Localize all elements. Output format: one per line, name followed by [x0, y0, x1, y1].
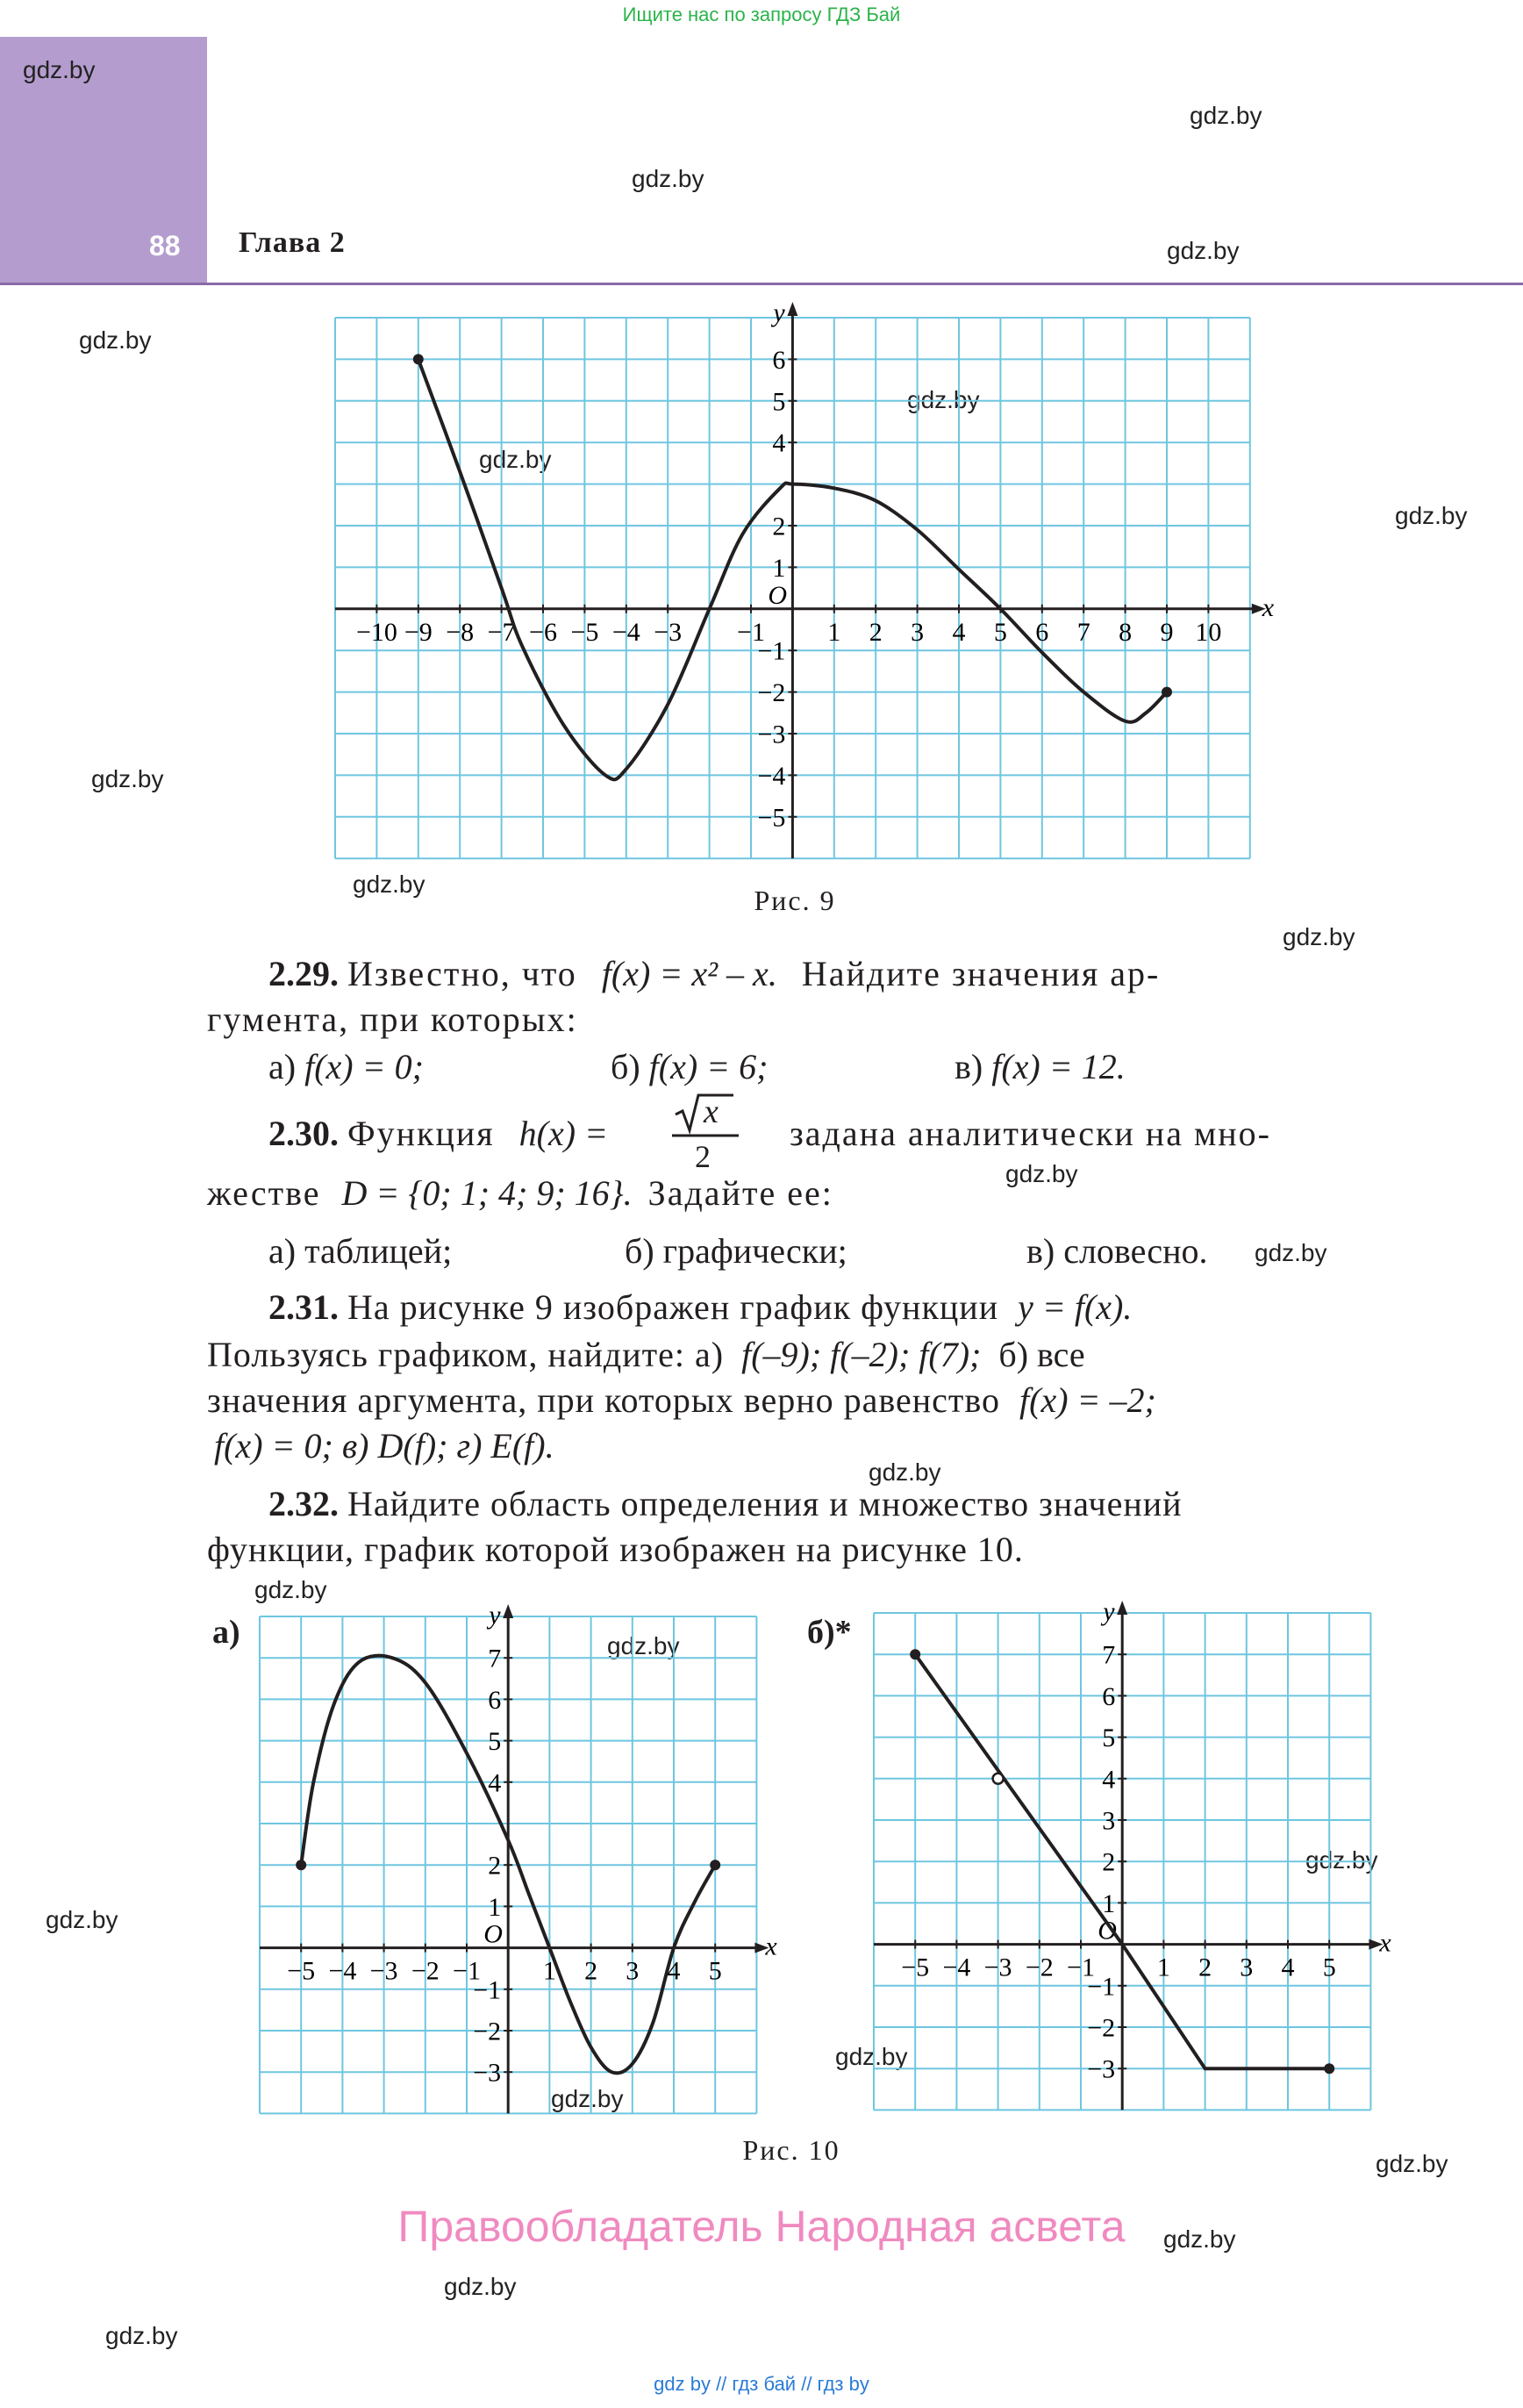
- y-tick-label: 6: [1102, 1681, 1116, 1711]
- y-tick-label: −1: [473, 1975, 502, 2005]
- x-tick-label: −5: [287, 1956, 316, 1986]
- y-tick-label: 3: [1102, 1806, 1116, 1836]
- watermark: gdz.by: [1163, 2225, 1236, 2253]
- watermark: gdz.by: [46, 1906, 118, 1933]
- task-230-line1: [268, 1111, 608, 1157]
- watermark: gdz.by: [1376, 2150, 1448, 2177]
- y-tick-label: 4: [772, 428, 786, 458]
- y-tick-label: 5: [488, 1727, 502, 1757]
- x-tick-label: 1: [827, 617, 841, 647]
- x-tick-label: −4: [611, 617, 640, 647]
- watermark: gdz.by: [91, 765, 164, 792]
- watermark: gdz.by: [444, 2273, 517, 2300]
- watermark: gdz.by: [835, 2043, 908, 2070]
- y-tick-label: 6: [488, 1685, 502, 1715]
- x-tick-label: −3: [369, 1956, 398, 1986]
- x-tick-label: 7: [1076, 617, 1090, 647]
- watermark: gdz.by: [632, 165, 704, 192]
- x-tick-label: 4: [952, 617, 966, 647]
- x-tick-label: 3: [911, 617, 925, 647]
- task-230-option-b: б) графически;: [625, 1231, 847, 1271]
- watermark: gdz.by: [1255, 1239, 1327, 1266]
- watermark: gdz.by: [23, 56, 96, 83]
- y-axis-arrow: [1117, 1601, 1127, 1615]
- task-text: значения аргумента, при которых верно равенство: [207, 1380, 1001, 1420]
- x-tick-label: −2: [411, 1956, 440, 1986]
- y-axis-arrow: [503, 1604, 513, 1618]
- watermark: gdz.by: [551, 2085, 624, 2112]
- figure-10b-graph: [869, 1597, 1391, 2115]
- task-231-line4: f(x) = 0; в) D(f); г) E(f).: [214, 1426, 554, 1466]
- watermark: gdz.by: [1283, 923, 1355, 950]
- top-banner: Ищите нас по запросу ГДЗ Бай: [622, 4, 901, 25]
- y-axis-arrow: [787, 302, 797, 316]
- task-230-line2: [207, 1171, 833, 1216]
- task-230-option-a: а) таблицей;: [268, 1231, 453, 1271]
- option-label: а): [268, 1047, 297, 1086]
- math-expression: f(–9); f(–2); f(7);: [741, 1335, 982, 1374]
- watermark: gdz.by: [353, 871, 425, 898]
- math-expression: f(x) = 6;: [648, 1047, 769, 1086]
- endpoint-dot: [1324, 2063, 1334, 2074]
- endpoint-dot: [910, 1649, 920, 1659]
- watermark: gdz.by: [254, 1576, 327, 1603]
- origin-label: O: [483, 1919, 503, 1949]
- watermark: gdz.by: [1305, 1846, 1378, 1874]
- x-tick-label: 3: [1240, 1953, 1254, 1982]
- figure-10a-graph: [254, 1601, 777, 2115]
- endpoint-dot: [1162, 687, 1172, 698]
- chapter-title: Глава 2: [239, 226, 346, 259]
- watermark: gdz.by: [105, 2322, 178, 2349]
- task-text: Найдите значения ар-: [801, 954, 1161, 993]
- x-tick-label: −4: [942, 1953, 971, 1982]
- x-tick-label: 5: [1322, 1953, 1336, 1982]
- watermark: gdz.by: [907, 386, 980, 413]
- y-tick-label: −5: [757, 803, 786, 833]
- x-tick-label: −10: [355, 617, 397, 647]
- y-tick-label: −3: [1087, 2054, 1116, 2084]
- sqrt-radicand: x: [704, 1093, 719, 1130]
- x-tick-label: −2: [1025, 1953, 1054, 1982]
- task-text: Функция: [347, 1114, 495, 1153]
- task-231-line2: [207, 1332, 1085, 1378]
- task-number: 2.32.: [268, 1484, 339, 1523]
- figure-10-caption: Рис. 10: [742, 2134, 840, 2166]
- y-tick-label: 4: [1102, 1765, 1116, 1795]
- footer-links[interactable]: gdz by // гдз бай // гдз by: [654, 2373, 869, 2395]
- x-tick-label: −5: [570, 617, 599, 647]
- math-expression: f(x) = 0;: [304, 1047, 424, 1086]
- y-tick-label: 2: [488, 1851, 502, 1881]
- x-tick-label: −1: [737, 617, 765, 647]
- fraction-denominator: 2: [695, 1139, 711, 1174]
- x-tick-label: 9: [1160, 617, 1174, 647]
- x-tick-label: −4: [328, 1956, 357, 1986]
- x-tick-label: −1: [1067, 1953, 1095, 1982]
- task-number: 2.30.: [268, 1114, 339, 1153]
- x-tick-label: 1: [1156, 1953, 1170, 1982]
- y-axis-label: y: [489, 1601, 501, 1630]
- y-axis-label: y: [1103, 1597, 1115, 1626]
- task-230-option-c: в) словесно.: [1026, 1231, 1208, 1271]
- y-tick-label: 5: [1102, 1724, 1116, 1753]
- task-232-line2: функции, график которой изображен на рисунке 10.: [207, 1530, 1024, 1569]
- hollow-point: [993, 1774, 1004, 1784]
- y-tick-label: 7: [488, 1644, 502, 1673]
- math-expression: f(x) = –2;: [1019, 1380, 1156, 1420]
- x-axis-label: x: [1379, 1928, 1391, 1958]
- x-tick-label: −7: [487, 617, 516, 647]
- task-230-line1-rest: задана аналитически на мно-: [790, 1114, 1271, 1153]
- task-number: 2.31.: [268, 1287, 339, 1327]
- watermark: gdz.by: [1005, 1160, 1078, 1187]
- task-232-line1: [268, 1481, 1183, 1527]
- y-tick-label: 5: [772, 387, 786, 417]
- watermark: gdz.by: [479, 446, 552, 473]
- task-229-line2: гумента, при которых:: [207, 1000, 578, 1039]
- task-text: б) все: [998, 1335, 1085, 1374]
- origin-label: O: [1098, 1916, 1117, 1946]
- y-tick-label: 4: [488, 1768, 502, 1798]
- y-tick-label: 1: [488, 1892, 502, 1922]
- y-tick-label: −1: [1087, 1972, 1116, 2002]
- figure-10b-label: б)*: [807, 1614, 852, 1651]
- watermark: gdz.by: [1395, 502, 1468, 529]
- task-number: 2.29.: [268, 954, 339, 993]
- task-229-line1: [268, 951, 1160, 997]
- page-number: 88: [149, 230, 181, 262]
- y-tick-label: −2: [1087, 2013, 1116, 2043]
- x-tick-label: 4: [667, 1956, 681, 1986]
- math-expression: D = {0; 1; 4; 9; 16}.: [341, 1173, 633, 1213]
- x-tick-label: 2: [584, 1956, 598, 1986]
- watermark: gdz.by: [869, 1458, 941, 1486]
- x-tick-label: 2: [869, 617, 883, 647]
- task-text: Пользуясь графиком, найдите: а): [207, 1335, 725, 1374]
- x-axis-label: x: [1262, 592, 1275, 622]
- y-tick-label: −3: [757, 720, 786, 749]
- x-tick-label: −3: [654, 617, 683, 647]
- task-text: Найдите область определения и множество значений: [347, 1484, 1183, 1523]
- math-expression: y = f(x).: [1018, 1287, 1133, 1327]
- x-tick-label: −3: [983, 1953, 1012, 1982]
- fraction-sqrt-x-over-2: [672, 1092, 763, 1176]
- watermark: gdz.by: [1167, 237, 1240, 264]
- task-231-line3: [207, 1378, 1156, 1423]
- x-tick-label: 5: [993, 617, 1007, 647]
- x-tick-label: −6: [529, 617, 557, 647]
- header-divider: [0, 283, 1523, 285]
- copyright-notice: Правообладатель Народная асвета: [397, 2202, 1126, 2251]
- figure-9-caption: Рис. 9: [754, 885, 836, 916]
- task-229-option-c: [955, 1044, 1126, 1090]
- task-229-option-a: [268, 1044, 424, 1090]
- x-tick-label: 2: [1198, 1953, 1212, 1982]
- origin-label: O: [768, 580, 788, 610]
- y-tick-label: 1: [772, 553, 786, 583]
- y-tick-label: 7: [1102, 1640, 1116, 1670]
- endpoint-dot: [296, 1860, 306, 1870]
- y-tick-label: −1: [757, 636, 786, 666]
- y-tick-label: 2: [1102, 1847, 1116, 1877]
- task-229-option-b: [611, 1044, 769, 1090]
- x-tick-label: 1: [542, 1956, 556, 1986]
- y-tick-label: 6: [772, 345, 786, 375]
- watermark: gdz.by: [79, 326, 152, 354]
- math-expression: f(x) = x² – x.: [601, 954, 777, 993]
- figure-10a-label: а): [212, 1614, 240, 1651]
- x-tick-label: 3: [626, 1956, 640, 1986]
- x-tick-label: 4: [1281, 1953, 1295, 1982]
- task-text: Задайте ее:: [647, 1173, 833, 1213]
- task-text: жестве: [207, 1173, 321, 1213]
- endpoint-dot: [710, 1860, 720, 1870]
- option-label: в): [955, 1047, 983, 1086]
- x-tick-label: −5: [901, 1953, 930, 1982]
- y-axis-label: y: [773, 298, 785, 327]
- y-tick-label: 2: [772, 512, 786, 541]
- watermark: gdz.by: [607, 1632, 680, 1659]
- y-tick-label: −2: [757, 678, 786, 708]
- task-text: На рисунке 9 изображен график функции: [347, 1287, 999, 1327]
- math-expression: h(x) =: [518, 1114, 609, 1153]
- x-tick-label: −8: [446, 617, 475, 647]
- x-axis-label: x: [765, 1931, 777, 1961]
- y-tick-label: −3: [473, 2058, 502, 2088]
- x-tick-label: −1: [453, 1956, 481, 1986]
- endpoint-dot: [413, 354, 424, 364]
- x-tick-label: 6: [1035, 617, 1049, 647]
- y-tick-label: 1: [1102, 1888, 1116, 1918]
- x-tick-label: 8: [1119, 617, 1133, 647]
- x-tick-label: 5: [708, 1956, 722, 1986]
- figure-9-graph: [333, 298, 1275, 858]
- task-231-line1: [268, 1285, 1132, 1330]
- math-expression: f(x) = 12.: [991, 1047, 1126, 1086]
- x-tick-label: −9: [404, 617, 433, 647]
- option-label: б): [611, 1047, 640, 1086]
- y-tick-label: −4: [757, 761, 786, 791]
- x-tick-label: 10: [1195, 617, 1222, 647]
- y-tick-label: −2: [473, 2017, 502, 2046]
- watermark: gdz.by: [1190, 102, 1262, 129]
- task-text: Известно, что: [347, 954, 577, 993]
